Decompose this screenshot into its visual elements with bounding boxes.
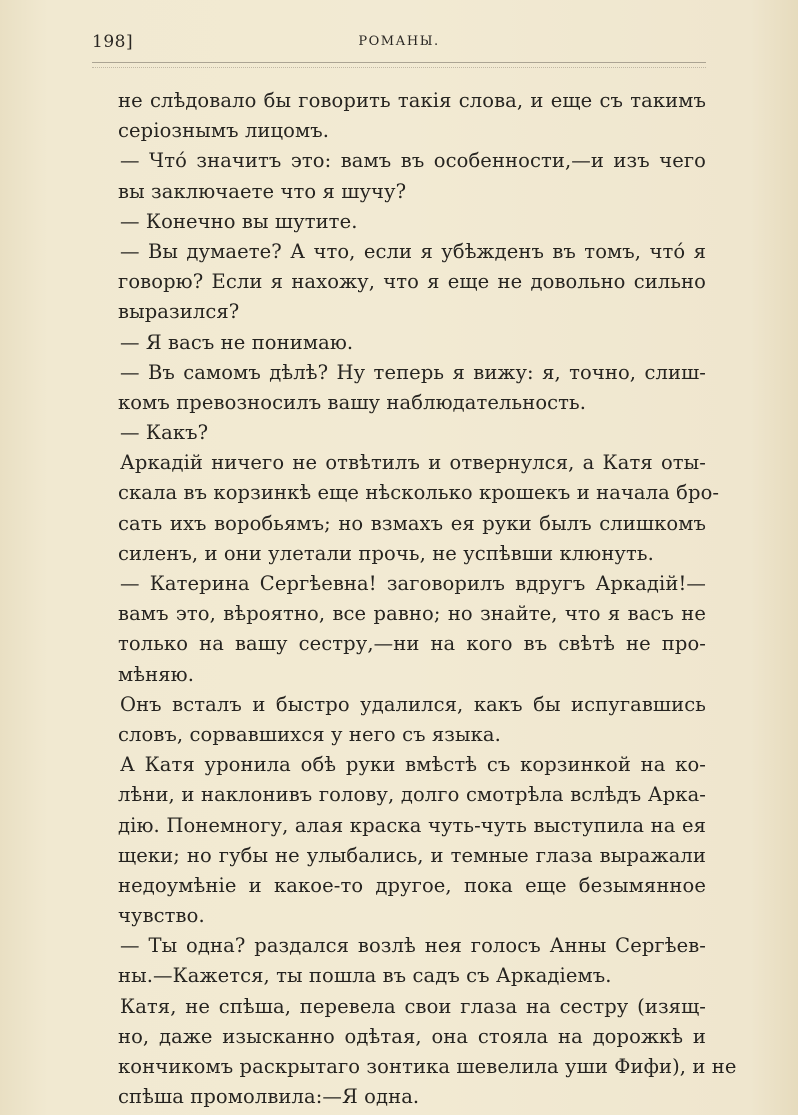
text-line: спѣша промолвила:—Я одна.	[118, 1085, 420, 1109]
text-line: силенъ, и они улетали прочь, не успѣвши клюнуть.	[118, 541, 654, 565]
text-line: выразился?	[118, 300, 240, 324]
page-header	[92, 32, 706, 56]
text-line: ны.—Кажется, ты пошла въ садъ съ Аркадіемъ.	[118, 964, 612, 988]
text-line: недоумѣніе и какое-то другое, пока еще безымянное	[118, 873, 706, 897]
text-line: скала въ корзинкѣ еще нѣсколько крошекъ и начала бро-	[118, 481, 720, 505]
text-line: Онъ всталъ и быстро удалился, какъ бы испугавшись	[120, 692, 706, 716]
text-line: чувство.	[118, 904, 205, 928]
running-title: РОМАНЫ.	[358, 34, 440, 49]
text-line: — Какъ?	[120, 421, 209, 445]
text-line: щеки; но губы не улыбались, и темные глаза выражали	[118, 843, 706, 867]
text-line: — Я васъ не понимаю.	[120, 330, 354, 354]
text-line: кончикомъ раскрытаго зонтика шевелила уши Фифи), и не	[118, 1055, 737, 1078]
text-line: вы заключаете что я шучу?	[118, 179, 407, 203]
text-line: — Что́ значитъ это: вамъ въ особенности,—и изъ чего	[120, 149, 706, 173]
text-line: мѣняю.	[118, 662, 195, 686]
page-number: 198]	[92, 32, 134, 52]
text-line: вамъ это, вѣроятно, все равно; но знайте, что я васъ не	[118, 602, 706, 626]
body-text	[118, 86, 737, 1112]
text-line: говорю? Если я нахожу, что я еще не довольно сильно	[118, 270, 706, 294]
text-line: но, даже изысканно одѣтая, она стояла на дорожкѣ и	[118, 1024, 706, 1048]
text-line: Аркадій ничего не отвѣтилъ и отвернулся, а Катя оты-	[120, 451, 706, 475]
text-line: — Конечно вы шутите.	[120, 209, 358, 233]
text-line: только на вашу сестру,—ни на кого въ свѣтѣ не про-	[118, 632, 706, 656]
text-line: — Ты одна? раздался возлѣ нея голосъ Анны Сергѣев-	[120, 934, 706, 958]
text-line: — Катерина Сергѣевна! заговорилъ вдругъ Аркадій!—	[120, 572, 706, 595]
text-line: комъ превозносилъ вашу наблюдательность.	[118, 390, 587, 414]
text-line: сать ихъ воробьямъ; но взмахъ ея руки былъ слишкомъ	[118, 511, 706, 535]
text-line: Катя, не спѣша, перевела свои глаза на сестру (изящ-	[120, 994, 706, 1018]
text-line: не слѣдовало бы говорить такія слова, и еще съ такимъ	[118, 89, 706, 112]
text-line: серіознымъ лицомъ.	[118, 119, 330, 143]
text-line: дію. Понемногу, алая краска чуть-чуть выступила на ея	[118, 813, 706, 837]
text-line: словъ, сорвавшихся у него съ языка.	[118, 722, 501, 746]
text-line: — Въ самомъ дѣлѣ? Ну теперь я вижу: я, точно, слиш-	[120, 360, 706, 384]
text-line: лѣни, и наклонивъ голову, долго смотрѣла вслѣдъ Арка-	[118, 783, 706, 807]
text-line: — Вы думаете? А что, если я убѣжденъ въ томъ, что́ я	[120, 239, 706, 263]
text-line: А Катя уронила обѣ руки вмѣстѣ съ корзинкой на ко-	[120, 753, 706, 777]
header-rule	[92, 62, 706, 68]
